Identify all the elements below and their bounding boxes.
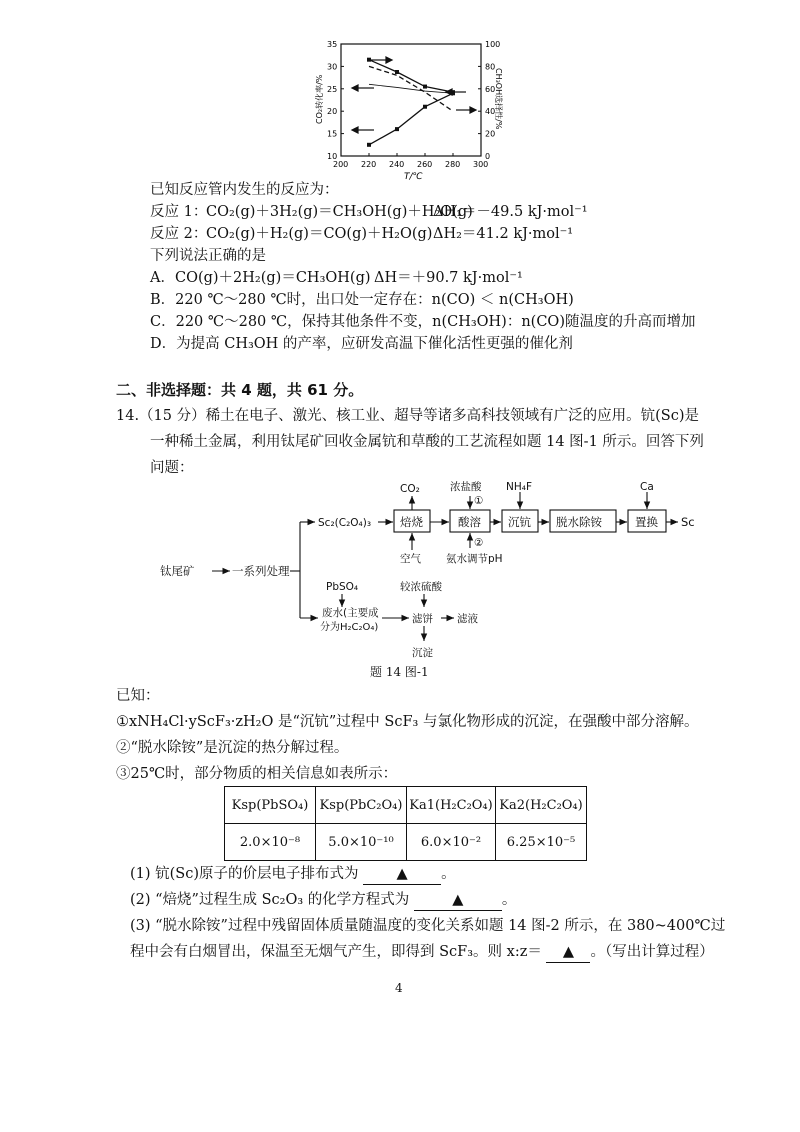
reaction-1: CO₂(g)＋3H₂(g)＝CH₃OH(g)＋H₂O(g) bbox=[206, 204, 473, 220]
blank-mark: ▲ bbox=[452, 892, 464, 908]
data-point bbox=[423, 85, 427, 89]
answer-blank-2[interactable] bbox=[414, 890, 502, 911]
y-right-tick-label: 40 bbox=[485, 107, 496, 117]
table-cell: 6.0×10⁻² bbox=[407, 824, 496, 861]
option-b: B．220 ℃～280 ℃时，出口处一定存在：n(CO) ＜ n(CH₃OH) bbox=[150, 292, 574, 308]
table-cell: 6.25×10⁻⁵ bbox=[496, 824, 587, 861]
flow-ammonia: 氨水调节pH bbox=[446, 553, 503, 565]
ksp-table bbox=[224, 786, 587, 861]
reaction-1-label: 反应 1： bbox=[150, 204, 208, 220]
table-header: Ka2(H₂C₂O₄) bbox=[496, 787, 587, 824]
y-right-axis-label: CH₃OH选择性/% bbox=[494, 68, 503, 130]
data-point bbox=[395, 70, 399, 74]
process-flow-diagram bbox=[160, 470, 700, 670]
x-tick-label: 300 bbox=[473, 160, 489, 169]
section-heading: 二、非选择题：共 4 题，共 61 分。 bbox=[116, 381, 364, 399]
flow-air: 空气 bbox=[400, 553, 421, 565]
y-left-tick-label: 35 bbox=[327, 40, 338, 49]
flow-co2: CO₂ bbox=[400, 483, 420, 495]
flow-nh4f: NH₄F bbox=[506, 481, 532, 493]
y-left-axis-label: CO₂转化率/% bbox=[315, 74, 324, 124]
question-3-tail: 。（写出计算过程） bbox=[590, 944, 714, 960]
chart-frame bbox=[341, 44, 481, 156]
table-header-row bbox=[225, 787, 587, 824]
y-left-tick-label: 15 bbox=[327, 129, 338, 139]
question-2-text: (2) “焙烧”过程生成 Sc₂O₃ 的化学方程式为 bbox=[130, 892, 410, 908]
answer-blank-3[interactable] bbox=[546, 942, 590, 963]
flow-sc: Sc bbox=[681, 515, 695, 529]
flow-ca: Ca bbox=[640, 481, 654, 493]
q14-line1: 14.（15 分）稀土在电子、激光、核工业、超导等诸多高科技领域有广泛的应用。钪(Sc)是 bbox=[116, 408, 699, 424]
y-left-tick-label: 30 bbox=[327, 62, 338, 72]
x-tick-label: 280 bbox=[445, 160, 461, 169]
table-header: Ksp(PbC₂O₄) bbox=[316, 787, 407, 824]
x-tick-label: 200 bbox=[333, 160, 349, 169]
reaction-1-dh: ΔH₁＝－49.5 kJ·mol⁻¹ bbox=[433, 204, 588, 220]
q14-line3: 问题： bbox=[150, 460, 194, 476]
y-right-tick-label: 60 bbox=[485, 84, 496, 94]
y-right-tick-label: 0 bbox=[485, 152, 491, 161]
question-3-text: 程中会有白烟冒出，保温至无烟气产生，即得到 ScF₃。则 x:z＝ bbox=[130, 944, 542, 960]
question-stem: 下列说法正确的是 bbox=[150, 248, 266, 264]
flow-wastewater-1: 废水(主要成 bbox=[322, 607, 379, 619]
y-left-tick-label: 10 bbox=[327, 152, 338, 161]
blank-mark: ▲ bbox=[396, 866, 408, 882]
option-c: C．220 ℃～280 ℃，保持其他条件不变，n(CH₃OH)：n(CO)随温度的升高而增加 bbox=[150, 314, 696, 330]
x-tick-label: 260 bbox=[417, 160, 433, 169]
known-label: 已知： bbox=[116, 688, 160, 704]
flow-roast: 焙烧 bbox=[400, 515, 423, 529]
y-right-tick-label: 100 bbox=[485, 40, 501, 49]
known-reactions: 已知反应管内发生的反应为： bbox=[150, 182, 339, 198]
question-1 bbox=[130, 864, 456, 885]
q14-line2: 一种稀土金属，利用钛尾矿回收金属钪和草酸的工艺流程如题 14 图-1 所示。回答下列 bbox=[150, 434, 704, 450]
flow-circle-1: ① bbox=[474, 495, 484, 507]
data-point bbox=[395, 127, 399, 131]
flow-pbso4: PbSO₄ bbox=[326, 581, 359, 593]
note-1: ①xNH₄Cl·yScF₃·zH₂O 是“沉钪”过程中 ScF₃ 与氯化物形成的沉淀，在强酸中部分溶解。 bbox=[116, 714, 699, 730]
y-right-tick-label: 20 bbox=[485, 129, 496, 139]
figure-caption: 题 14 图-1 bbox=[370, 665, 429, 679]
y-left-tick-label: 20 bbox=[327, 107, 338, 117]
note-3: ③25℃时，部分物质的相关信息如表所示： bbox=[116, 766, 398, 782]
question-3-line1: (3) “脱水除铵”过程中残留固体质量随温度的变化关系如题 14 图-2 所示，在 380~400℃过 bbox=[130, 918, 726, 934]
flow-wastewater-2: 分为H₂C₂O₄) bbox=[320, 622, 379, 633]
flow-sc-precip: 沉钪 bbox=[508, 515, 531, 529]
table-header: Ka1(H₂C₂O₄) bbox=[407, 787, 496, 824]
flow-acid-dissolve: 酸溶 bbox=[458, 515, 481, 529]
co2-conversion-chart bbox=[300, 32, 503, 182]
data-point bbox=[423, 105, 427, 109]
question-1-text: (1) 钪(Sc)原子的价层电子排布式为 bbox=[130, 866, 359, 882]
data-point bbox=[367, 143, 371, 147]
reaction-2-dh: ΔH₂＝41.2 kJ·mol⁻¹ bbox=[433, 226, 574, 242]
x-axis-label: T/℃ bbox=[404, 172, 423, 182]
x-tick-label: 240 bbox=[389, 160, 405, 169]
option-a-dh: ΔH＝＋90.7 kJ·mol⁻¹ bbox=[374, 270, 523, 286]
flow-replace: 置换 bbox=[635, 515, 658, 529]
flow-series-treatment: 一系列处理 bbox=[232, 564, 290, 578]
blank-mark: ▲ bbox=[562, 944, 575, 960]
flow-titanium-tail: 钛尾矿 bbox=[160, 564, 195, 578]
flow-sc-oxalate: Sc₂(C₂O₄)₃ bbox=[318, 517, 372, 529]
x-tick-label: 220 bbox=[361, 160, 377, 169]
series-line-3 bbox=[369, 84, 453, 93]
period: 。 bbox=[501, 892, 517, 908]
flow-filtrate: 滤液 bbox=[457, 613, 478, 625]
option-d: D．为提高 CH₃OH 的产率，应研发高温下催化活性更强的催化剂 bbox=[150, 336, 573, 352]
chart-series bbox=[367, 58, 455, 147]
page-number: 4 bbox=[395, 981, 403, 995]
answer-blank-1[interactable] bbox=[363, 864, 441, 885]
question-3-line2 bbox=[130, 942, 714, 963]
series-line-1 bbox=[369, 60, 453, 92]
question-2 bbox=[130, 890, 516, 911]
option-a: A．CO(g)＋2H₂(g)＝CH₃OH(g) bbox=[150, 270, 371, 286]
flow-precipitate: 沉淀 bbox=[412, 647, 433, 659]
reaction-2: CO₂(g)＋H₂(g)＝CO(g)＋H₂O(g) bbox=[206, 226, 433, 242]
series-line-2 bbox=[369, 66, 453, 111]
reaction-2-label: 反应 2： bbox=[150, 226, 208, 242]
period: 。 bbox=[441, 866, 456, 882]
flow-circle-2: ② bbox=[474, 537, 484, 549]
flow-conc-h2so4: 较浓硫酸 bbox=[400, 581, 442, 593]
series-line-4 bbox=[369, 93, 453, 145]
table-header: Ksp(PbSO₄) bbox=[225, 787, 316, 824]
table-cell: 5.0×10⁻¹⁰ bbox=[316, 824, 407, 861]
chart-ticks bbox=[327, 40, 500, 169]
flow-conc-hcl: 浓盐酸 bbox=[450, 481, 482, 493]
y-left-tick-label: 25 bbox=[327, 84, 338, 94]
direction-arrows bbox=[352, 57, 476, 133]
flow-filter-cake: 滤饼 bbox=[412, 613, 433, 625]
table-cell: 2.0×10⁻⁸ bbox=[225, 824, 316, 861]
flow-dehydrate: 脱水除铵 bbox=[556, 515, 602, 529]
y-right-tick-label: 80 bbox=[485, 62, 496, 72]
table-row bbox=[225, 824, 587, 861]
note-2: ②“脱水除铵”是沉淀的热分解过程。 bbox=[116, 740, 349, 756]
